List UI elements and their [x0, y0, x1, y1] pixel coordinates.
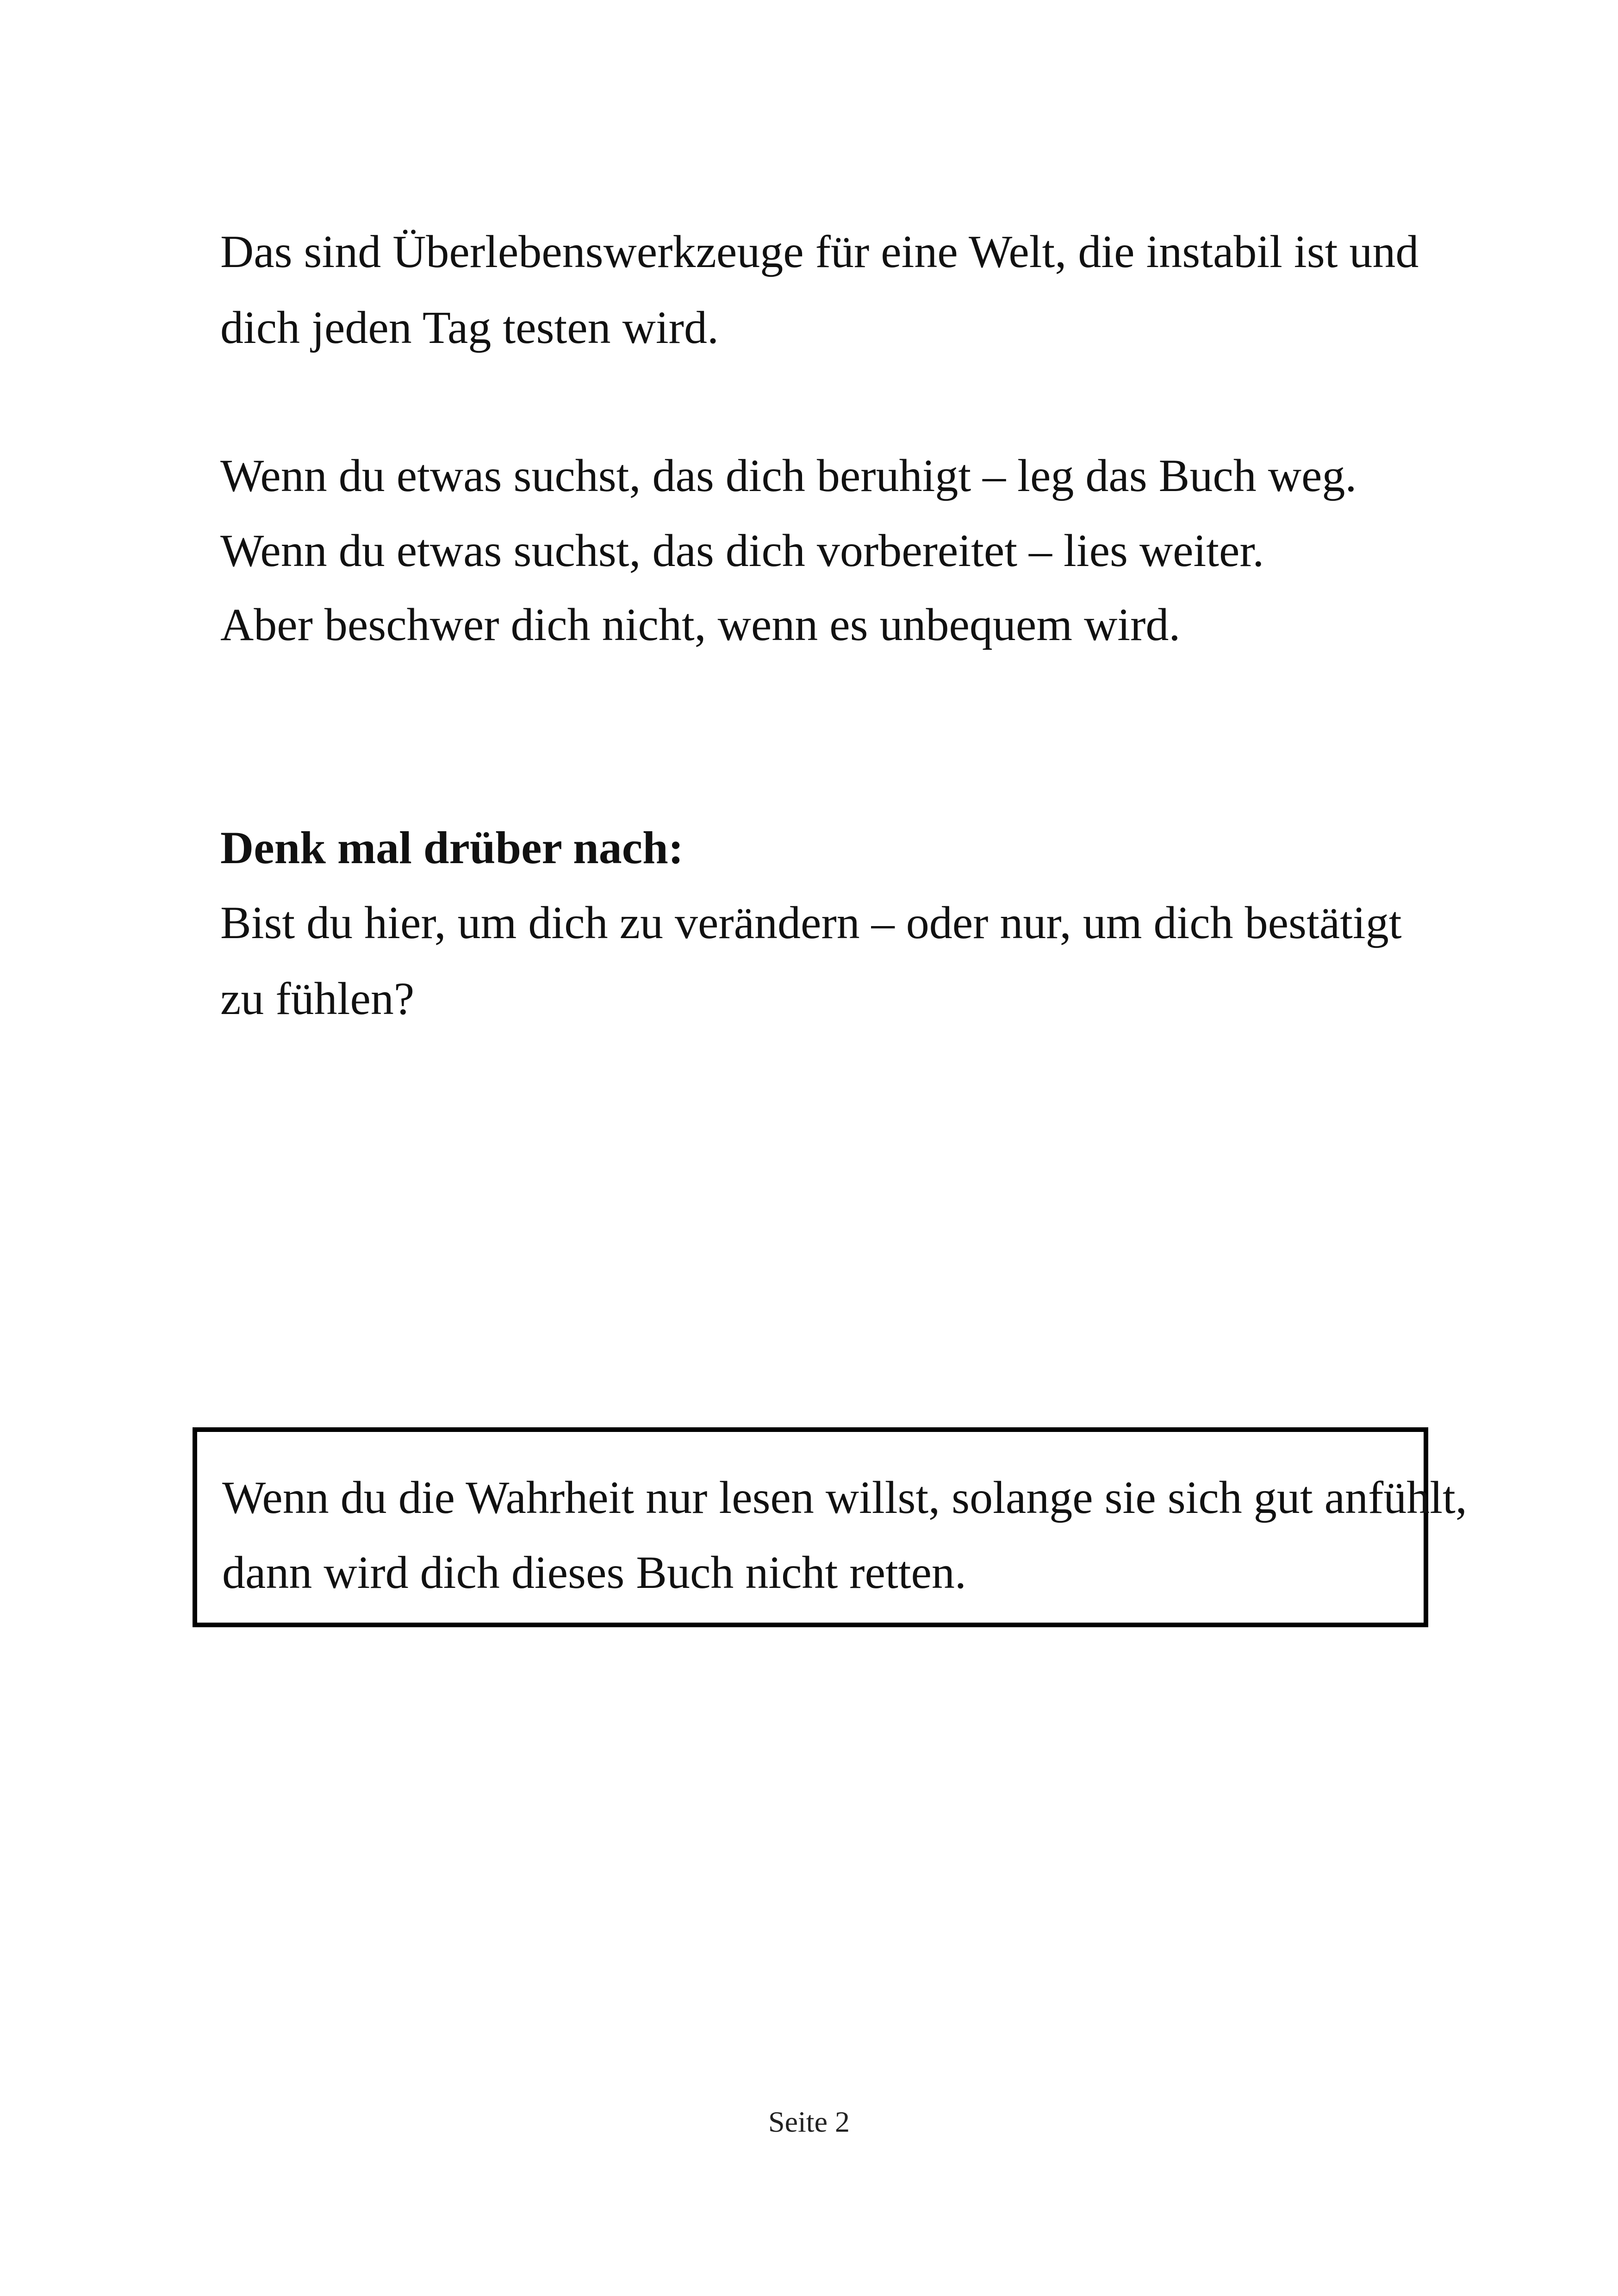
paragraph-2-line-1: Wenn du etwas suchst, das dich beruhigt – leg das Buch weg.	[220, 450, 1357, 501]
paragraph-2-line-3: Aber beschwer dich nicht, wenn es unbequem wird.	[220, 599, 1181, 650]
page-number: Seite 2	[768, 2105, 850, 2138]
reflection-heading: Denk mal drüber nach:	[220, 822, 684, 873]
callout-box	[193, 1427, 1467, 1627]
reflection-line-2: zu fühlen?	[220, 973, 415, 1024]
paragraph-2-line-2: Wenn du etwas suchst, das dich vorbereitet – lies weiter.	[220, 525, 1264, 576]
callout-line-2: dann wird dich dieses Buch nicht retten.	[222, 1547, 966, 1598]
callout-line-1: Wenn du die Wahrheit nur lesen willst, solange sie sich gut anfühlt,	[222, 1472, 1467, 1523]
paragraph-1-line-2: dich jeden Tag testen wird.	[220, 302, 719, 353]
paragraph-1-line-1: Das sind Überlebenswerkzeuge für eine Welt, die instabil ist und	[220, 226, 1419, 277]
reflection-line-1: Bist du hier, um dich zu verändern – oder nur, um dich bestätigt	[220, 897, 1402, 948]
